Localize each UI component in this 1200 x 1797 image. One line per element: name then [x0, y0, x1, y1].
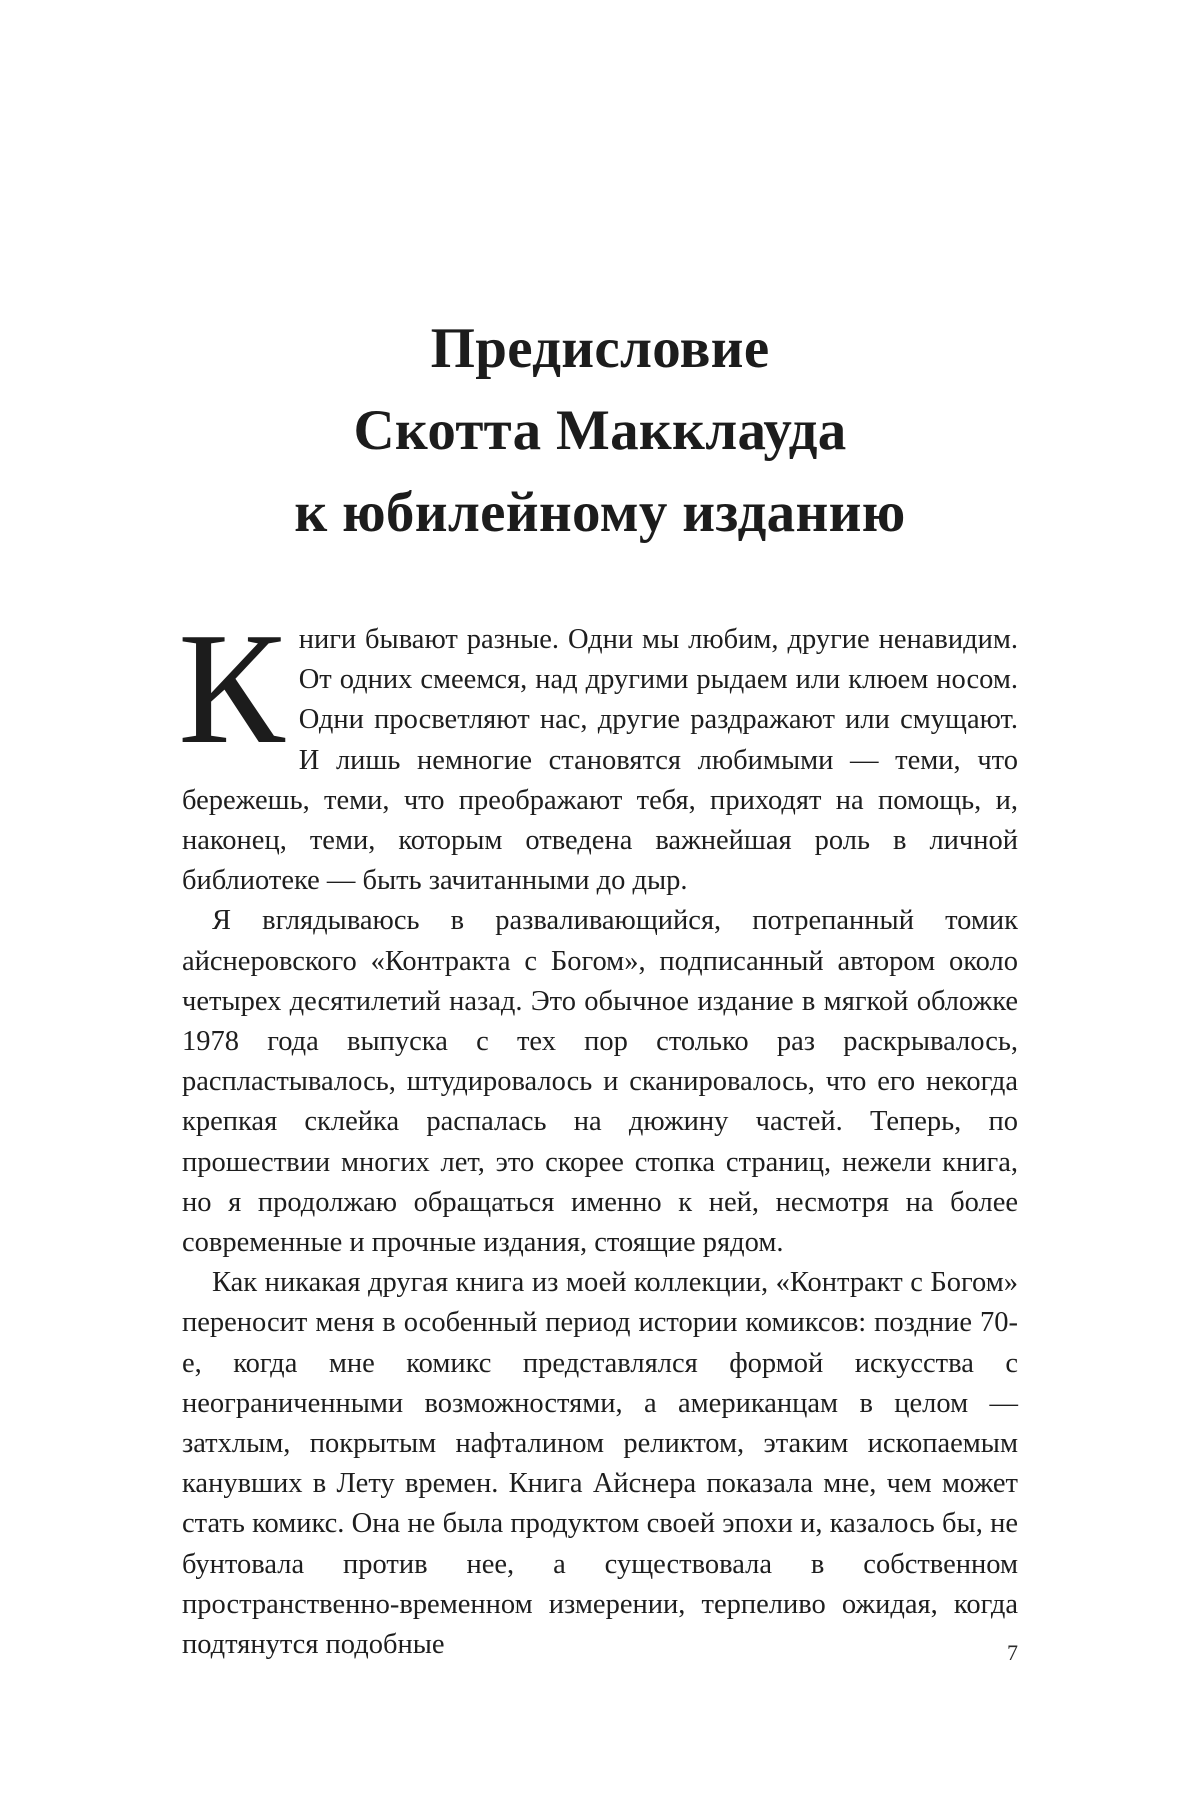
paragraph-2: Я вглядываюсь в разваливающийся, потрепанный томик айснеровского «Контракта с Богом», подписанный автором около четырех десятилетий назад. Это обычное издание в мягкой обложке 1978 года выпуска с тех пор столько раз раскрывалось, распластывалось, штудировалось и сканировалось, что его некогда крепкая склейка распалась на дюжину частей. Теперь, по прошествии многих лет, это скорее стопка страниц, нежели книга, но я продолжаю обращаться именно к ней, несмотря на более современные и прочные издания, стоящие рядом.: [182, 905, 1018, 1259]
page-number: 7: [1007, 1640, 1018, 1665]
chapter-title-line-3: к юбилейному изданию: [294, 481, 906, 544]
drop-cap: К: [178, 599, 285, 777]
paragraph-1-text: ниги бывают разные. Одни мы любим, другие ненавидим. От одних смеемся, над другими рыдаем или клюем носом. Одни просветляют нас, другие раздражают или смущают. И лишь немногие становятся любимыми — теми, что бережешь, теми, что преображают тебя, приходят на помощь, и, наконец, теми, которым отведена важнейшая роль в личной библиотеке — быть зачитанными до дыр.: [182, 624, 1018, 897]
chapter-title-line-2: Скотта Макклауда: [353, 399, 847, 462]
paragraph-1: [178, 599, 1018, 901]
paragraph-3: Как никакая другая книга из моей коллекции, «Контракт с Богом» переносит меня в особенный период истории комиксов: поздние 70-е, когда мне комикс представлялся формой искусства с неограниченными возможностями, а американцам в целом — затхлым, покрытым нафталином реликтом, этаким ископаемым канувших в Лету времен. Книга Айснера показала мне, чем может стать комикс. Она не была продуктом своей эпохи и, казалось бы, не бунтовала против нее, а существовала в собственном пространственно-временном измерении, терпеливо ожидая, когда подтянутся подобные: [182, 1267, 1018, 1661]
chapter-title: [0, 308, 1200, 554]
chapter-title-line-1: Предисловие: [430, 317, 770, 380]
body-text: [178, 599, 1018, 1665]
